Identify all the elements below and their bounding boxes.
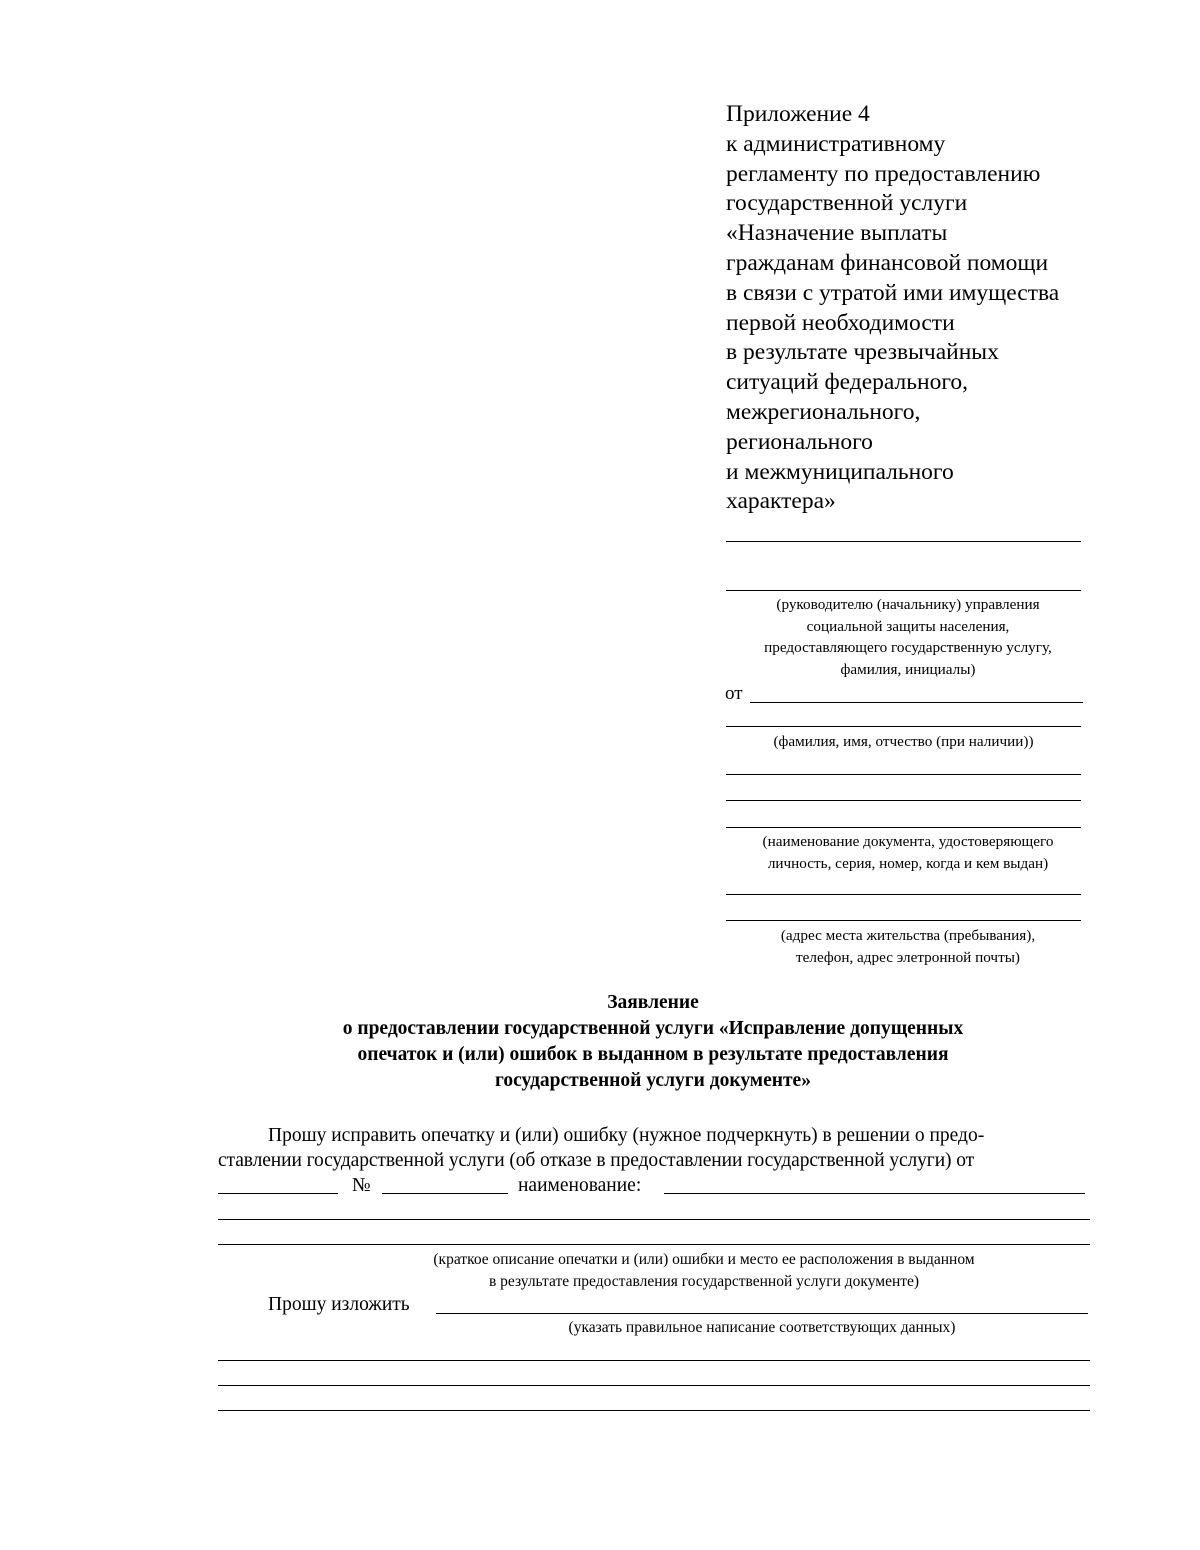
- address-line-2[interactable]: [726, 920, 1081, 921]
- correct-data-line-4[interactable]: [218, 1410, 1090, 1411]
- correct-data-line-2[interactable]: [218, 1360, 1090, 1361]
- id-document-line-2[interactable]: [726, 800, 1081, 801]
- error-description-caption: [218, 1249, 1190, 1292]
- annex-line: государственной услуги: [726, 190, 968, 217]
- request-line-2: ставлении государственной услуги (об отказе в предоставлении государственной услуги) от: [218, 1150, 975, 1171]
- id-document-line-1[interactable]: [726, 774, 1081, 775]
- annex-line: гражданам финансовой помощи: [726, 249, 1049, 276]
- caption-line: (краткое описание опечатки и (или) ошибки и место ее расположения в выданном: [433, 1251, 975, 1268]
- title-line: опечаток и (или) ошибок в выданном в результате предоставления: [357, 1044, 949, 1065]
- caption-line: фамилия, инициалы): [840, 660, 976, 678]
- correct-data-line-3[interactable]: [218, 1385, 1090, 1386]
- error-description-line-1[interactable]: [218, 1219, 1090, 1220]
- name-label: наименование:: [518, 1175, 642, 1196]
- correct-data-caption: (указать правильное написание соответствующих данных): [568, 1319, 956, 1336]
- name-field-line[interactable]: [664, 1193, 1085, 1194]
- annex-line: в результате чрезвычайных: [726, 339, 999, 366]
- applicant-name-caption: (фамилия, имя, отчество (при наличии)): [773, 733, 1034, 750]
- annex-line: первой необходимости: [726, 309, 955, 336]
- caption-line: личность, серия, номер, когда и кем выдан): [767, 854, 1049, 872]
- annex-line: к административному: [726, 130, 946, 157]
- request-line-1: Прошу исправить опечатку и (или) ошибку (нужное подчеркнуть) в решении о предо-: [268, 1125, 985, 1146]
- state-label: Прошу изложить: [268, 1294, 410, 1315]
- annex-line: характера»: [726, 488, 836, 515]
- annex-line: Приложение 4: [726, 101, 870, 127]
- annex-line: «Назначение выплаты: [726, 220, 948, 247]
- number-field-line[interactable]: [382, 1193, 508, 1194]
- caption-line: телефон, адрес элетронной почты): [796, 948, 1020, 966]
- annex-line: регионального: [726, 428, 873, 455]
- number-sign: №: [352, 1175, 371, 1196]
- caption-line: (адрес места жительства (пребывания),: [780, 927, 1036, 944]
- document-title: [218, 990, 1088, 1094]
- annex-line: ситуаций федерального,: [726, 369, 969, 396]
- annex-line: и межмуниципального: [726, 458, 954, 485]
- recipient-caption: [726, 594, 1090, 680]
- annex-line: межрегионального,: [726, 398, 921, 425]
- recipient-field-line-1[interactable]: [726, 541, 1081, 542]
- caption-line: социальной защиты населения,: [806, 617, 1010, 635]
- annex-line: регламенту по предоставлению: [726, 160, 1041, 187]
- id-document-caption: [726, 831, 1090, 874]
- correct-data-line[interactable]: [436, 1313, 1088, 1314]
- error-description-line-2[interactable]: [218, 1244, 1090, 1245]
- from-label: от: [725, 683, 743, 704]
- recipient-field-line-2[interactable]: [726, 590, 1081, 591]
- from-field-line[interactable]: [750, 702, 1083, 703]
- annex-line: в связи с утратой ими имущества: [726, 279, 1060, 306]
- caption-line: в результате предоставления государственной услуги документе): [488, 1272, 920, 1290]
- caption-line: (наименование документа, удостоверяющего: [762, 833, 1054, 850]
- id-document-line-3[interactable]: [726, 827, 1081, 828]
- title-line: Заявление: [607, 992, 699, 1013]
- annex-header: [726, 100, 1146, 517]
- applicant-name-line[interactable]: [726, 726, 1081, 727]
- date-field-line[interactable]: [218, 1193, 338, 1194]
- address-caption: [726, 925, 1090, 968]
- caption-line: (руководителю (начальнику) управления: [776, 596, 1040, 613]
- caption-line: предоставляющего государственную услугу,: [764, 639, 1052, 656]
- title-line: о предоставлении государственной услуги «Исправление допущенных: [342, 1018, 964, 1039]
- title-line: государственной услуги документе»: [495, 1070, 811, 1091]
- address-line-1[interactable]: [726, 894, 1081, 895]
